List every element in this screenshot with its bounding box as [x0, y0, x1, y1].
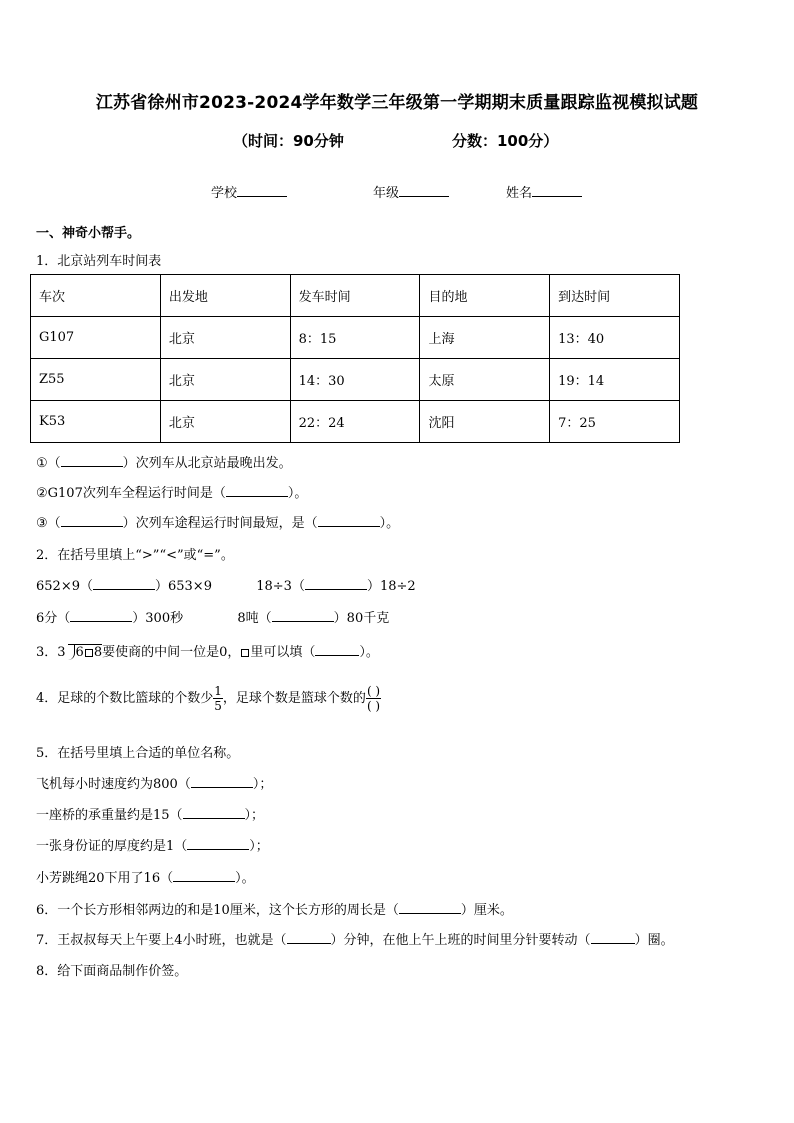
q7-text: 7．王叔叔每天上午要上4小时班，也就是（	[36, 933, 287, 948]
q1-1-text-b: ）次列车从北京站最晚出发。	[122, 456, 292, 471]
fraction-numerator: 1	[214, 684, 222, 698]
table-cell: 13：40	[550, 317, 680, 359]
answer-blank	[399, 901, 461, 914]
answer-blank	[61, 514, 123, 527]
question-7	[36, 929, 674, 948]
answer-blank	[287, 931, 331, 944]
section-heading: 一、神奇小帮手。	[36, 226, 141, 241]
question-2-row-2	[36, 607, 389, 626]
exam-score: 分数：100分）	[452, 132, 559, 150]
question-2-row-1	[36, 575, 416, 594]
long-division-symbol	[68, 644, 103, 661]
answer-blank	[187, 837, 249, 850]
question-1-part-2	[36, 482, 307, 501]
question-5-line	[36, 835, 269, 854]
answer-blank	[272, 609, 334, 622]
table-cell: 14：30	[290, 359, 420, 401]
q2-text: 8吨（	[237, 611, 272, 626]
q4-text: ，足球个数是篮球个数的	[222, 691, 366, 706]
answer-blank	[70, 609, 132, 622]
name-blank	[532, 184, 582, 197]
blank-square	[85, 649, 93, 657]
q2-text: ）80千克	[333, 611, 390, 626]
answer-blank	[183, 806, 245, 819]
question-3	[36, 641, 379, 661]
blank-square	[241, 649, 249, 657]
fraction-numerator: ( )	[366, 684, 381, 698]
answer-blank	[173, 869, 235, 882]
q5-text: 飞机每小时速度约为800（	[36, 777, 191, 792]
table-cell: 上海	[420, 317, 550, 359]
q1-3-text-a: ③（	[36, 516, 61, 531]
q7-text: ）圈。	[634, 933, 674, 948]
question-1-part-3	[36, 512, 399, 531]
grade-field	[373, 182, 449, 201]
q1-3-text-b: ）次列车途程运行时间最短，是（	[122, 516, 318, 531]
table-row	[31, 359, 680, 401]
answer-blank	[305, 577, 367, 590]
q3-text: 要使商的中间一位是0，	[102, 645, 241, 660]
answer-fraction	[366, 684, 381, 713]
grade-blank	[399, 184, 449, 197]
school-label: 学校	[211, 186, 238, 201]
header-cell: 车次	[31, 275, 161, 317]
q6-text: 6．一个长方形相邻两边的和是10厘米，这个长方形的周长是（	[36, 903, 399, 918]
page-title: 江苏省徐州市2023-2024学年数学三年级第一学期期末质量跟踪监视模拟试题	[95, 93, 699, 113]
table-cell: 太原	[420, 359, 550, 401]
table-cell: 沈阳	[420, 401, 550, 443]
q6-text: ）厘米。	[460, 903, 513, 918]
q4-text: 4．足球的个数比篮球的个数少	[36, 691, 214, 706]
table-cell: K53	[31, 401, 161, 443]
question-5-line	[36, 867, 255, 886]
question-5-line	[36, 773, 272, 792]
table-header-row	[31, 275, 680, 317]
q2-text: ）300秒	[132, 611, 184, 626]
header-cell: 出发地	[160, 275, 290, 317]
table-row	[31, 317, 680, 359]
question-5-line	[36, 804, 264, 823]
answer-blank	[61, 454, 123, 467]
q3-text: ）。	[359, 645, 379, 660]
school-blank	[237, 184, 287, 197]
train-timetable	[30, 274, 680, 443]
q1-2-text-a: ②G107次列车全程运行时间是（	[36, 486, 226, 501]
table-cell: 22：24	[290, 401, 420, 443]
answer-blank	[591, 931, 635, 944]
q3-text: 3．3	[36, 645, 66, 660]
q5-text: ）；	[244, 808, 265, 823]
question-1-part-1	[36, 452, 292, 471]
q1-3-text-c: ）。	[379, 516, 400, 531]
table-cell: 北京	[160, 317, 290, 359]
q5-text: ）。	[235, 871, 255, 886]
q5-text: 小芳跳绳20下用了16（	[36, 871, 174, 886]
q2-text: 652×9（	[36, 579, 93, 594]
fraction-denominator: ( )	[366, 699, 381, 713]
question-6	[36, 899, 513, 918]
table-cell: 北京	[160, 359, 290, 401]
question-8: 8．给下面商品制作价签。	[36, 964, 188, 979]
question-4	[36, 684, 381, 713]
q7-text: ）分钟，在他上午上班的时间里分针要转动（	[330, 933, 591, 948]
dividend-digit: 8	[93, 645, 103, 660]
header-cell: 发车时间	[290, 275, 420, 317]
q3-text: 里可以填（	[250, 645, 316, 660]
q5-text: ）；	[249, 839, 269, 854]
q1-1-text-a: ①（	[36, 456, 61, 471]
q5-text: 一张身份证的厚度约是1（	[36, 839, 188, 854]
table-cell: 北京	[160, 401, 290, 443]
dividend-digit: 6	[75, 645, 84, 660]
q2-text: ）653×9	[154, 579, 212, 594]
answer-blank	[226, 484, 288, 497]
table-row	[31, 401, 680, 443]
header-cell: 目的地	[420, 275, 550, 317]
q2-text: ）18÷2	[366, 579, 416, 594]
name-label: 姓名	[506, 186, 533, 201]
header-cell: 到达时间	[550, 275, 680, 317]
table-cell: G107	[31, 317, 161, 359]
q1-2-text-b: ）。	[287, 486, 308, 501]
table-cell: Z55	[31, 359, 161, 401]
q2-text: 18÷3（	[256, 579, 305, 594]
table-cell: 8：15	[290, 317, 420, 359]
name-field	[506, 182, 582, 201]
fraction-denominator: 5	[214, 699, 222, 713]
question-5-title: 5．在括号里填上合适的单位名称。	[36, 746, 240, 761]
exam-time: （时间：90分钟	[233, 132, 344, 150]
question-2-title: 2．在括号里填上“>”“<”或“=”。	[36, 548, 234, 563]
grade-label: 年级	[373, 186, 400, 201]
answer-blank	[93, 577, 155, 590]
answer-blank	[191, 775, 253, 788]
q5-text: ）；	[252, 777, 273, 792]
q2-text: 6分（	[36, 611, 71, 626]
school-field	[211, 182, 287, 201]
answer-blank	[318, 514, 380, 527]
question-1-title: 1．北京站列车时间表	[36, 254, 162, 269]
answer-blank	[315, 643, 359, 656]
q5-text: 一座桥的承重量约是15（	[36, 808, 183, 823]
table-cell: 19：14	[550, 359, 680, 401]
table-cell: 7：25	[550, 401, 680, 443]
fraction	[213, 684, 223, 713]
